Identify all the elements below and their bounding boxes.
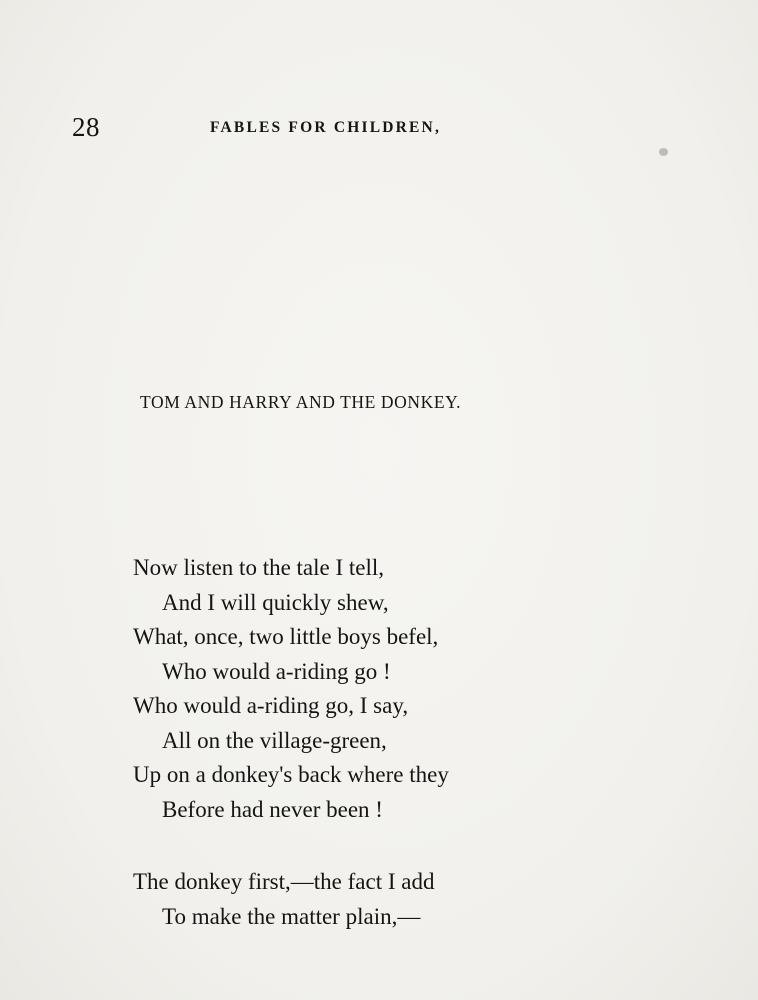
running-title: FABLES FOR CHILDREN, [210,119,442,136]
poem-line: Who would a-riding go, I say, [133,693,409,718]
poem-line: Before had never been ! [162,796,383,822]
poem-stanza-2 [133,865,434,934]
poem-title: TOM AND HARRY AND THE DONKEY. [140,392,462,412]
ink-speck [659,148,668,156]
poem-line: Up on a donkey's back where they [133,762,449,787]
poem-line: Now listen to the tale I tell, [133,555,385,580]
poem-stanza-1 [133,551,449,827]
poem-line: To make the matter plain,— [162,903,421,929]
poem-line: Who would a-riding go ! [162,658,391,684]
poem-line: All on the village-green, [162,727,387,753]
poem-line: And I will quickly shew, [162,589,389,615]
page-number: 28 [72,112,100,142]
poem-line: What, once, two little boys befel, [133,624,439,649]
poem-line: The donkey first,—the fact I add [133,869,435,894]
